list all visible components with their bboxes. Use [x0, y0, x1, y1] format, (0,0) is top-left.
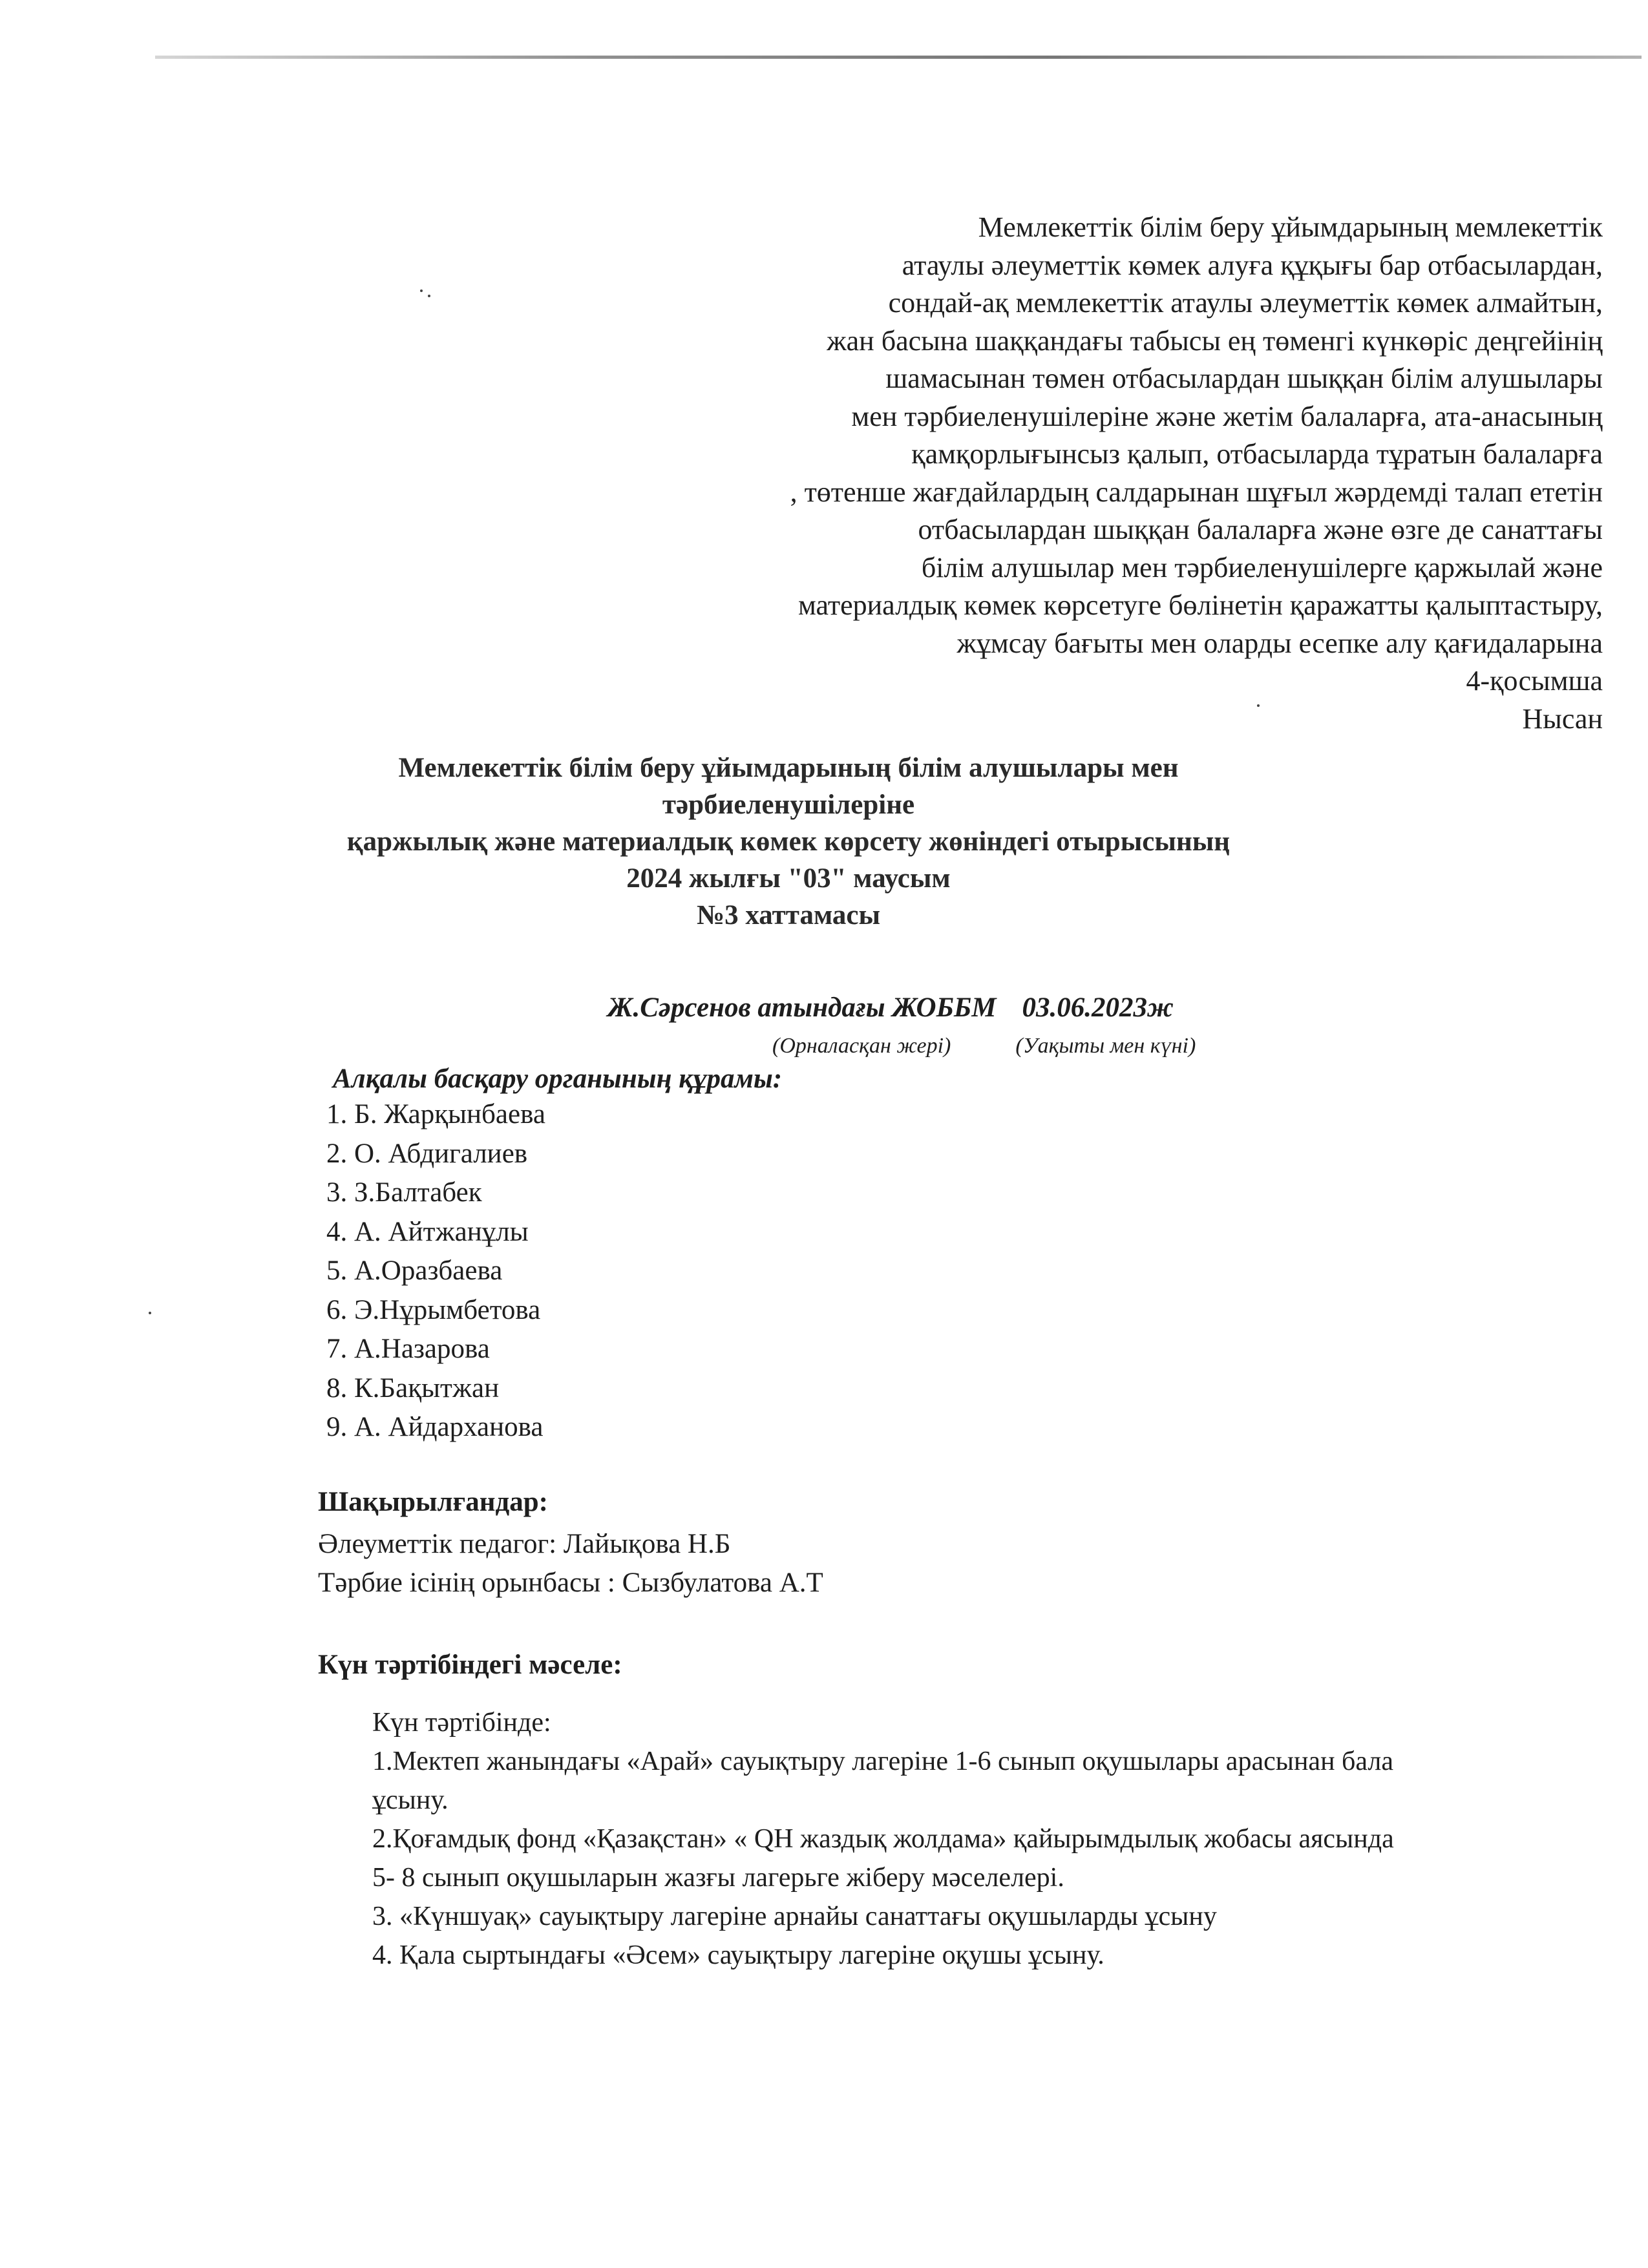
- header-line: мен тәрбиеленушілеріне және жетім балаларға, ата-анасының: [851, 400, 1603, 432]
- invited-item: Тәрбие ісінің орынбасы : Сызбулатова А.Т: [318, 1568, 823, 1598]
- list-item: 2. О. Абдигалиев: [326, 1138, 528, 1169]
- header-line: , төтенше жағдайлардың салдарынан шұғыл жәрдемді талап ететін: [790, 476, 1603, 508]
- agenda-line: 1.Мектеп жанындағы «Арай» сауықтыру лагеріне 1-6 сынып оқушылары арасынан бала: [372, 1747, 1394, 1776]
- invited-item: Әлеуметтік педагог: Лайықова Н.Б: [318, 1529, 731, 1559]
- header-line: отбасылардан шыққан балаларға және өзге де санаттағы: [918, 514, 1603, 545]
- header-line: жұмсау бағыты мен оларды есепке алу қағидаларына: [956, 627, 1603, 659]
- invited-heading: Шақырылғандар:: [318, 1487, 548, 1517]
- place-date-captions: [772, 1034, 1196, 1058]
- header-line: сондай-ақ мемлекеттік атаулы әлеуметтік көмек алмайтын,: [888, 287, 1603, 319]
- header-line: жан басына шаққандағы табысы ең төменгі күнкөріс деңгейінің: [827, 324, 1603, 357]
- place-caption: (Орналасқан жері): [772, 1034, 951, 1058]
- list-item: 7. А.Назарова: [326, 1334, 490, 1364]
- list-item: 8. К.Бақытжан: [326, 1372, 500, 1403]
- agenda-line: 2.Қоғамдық фонд «Қазақстан» « QH жаздық жолдама» қайырымдылық жобасы аясында: [372, 1824, 1394, 1854]
- title-line: Мемлекеттік білім беру ұйымдарының білім алушылары мен тәрбиеленушілеріне: [398, 753, 1179, 820]
- board-heading: Алқалы басқару органының құрамы:: [333, 1064, 783, 1094]
- meeting-place-date: [607, 992, 1174, 1024]
- regulation-header: [569, 209, 1603, 738]
- scan-speck: [420, 289, 423, 292]
- document-title: [310, 750, 1267, 934]
- title-date: 2024 жылғы "03" маусым: [626, 863, 951, 894]
- protocol-number: №3 хаттамасы: [696, 900, 881, 930]
- agenda-line: 4. Қала сыртындағы «Әсем» сауықтыру лагеріне оқушы ұсыну.: [372, 1940, 1104, 1970]
- list-item: 3. З.Балтабек: [326, 1177, 482, 1208]
- scan-edge-line: [155, 56, 1642, 59]
- meeting-date: 03.06.2023ж: [1022, 992, 1174, 1023]
- header-line: материалдық көмек көрсетуге бөлінетін қаражатты қалыптастыру,: [798, 589, 1603, 621]
- scan-speck: [428, 295, 430, 297]
- date-caption: (Уақыты мен күні): [1015, 1034, 1196, 1058]
- list-item: 6. Э.Нұрымбетова: [326, 1294, 541, 1325]
- form-label: Нысан: [1522, 702, 1603, 735]
- header-line: білім алушылар мен тәрбиеленушілерге қаржылай және: [921, 551, 1603, 583]
- header-line: шамасынан төмен отбасылардан шыққан білім алушылары: [885, 362, 1603, 394]
- header-line: атаулы әлеуметтік көмек алуға құқығы бар отбасылардан,: [902, 249, 1603, 281]
- title-line: қаржылық және материалдық көмек көрсету жөніндегі отырысының: [346, 826, 1231, 857]
- list-item: 4. А. Айтжанұлы: [326, 1216, 529, 1247]
- board-member-list: [326, 1095, 545, 1447]
- list-item: 1. Б. Жарқынбаева: [326, 1099, 545, 1129]
- list-item: 9. А. Айдарханова: [326, 1412, 544, 1442]
- invited-list: [318, 1525, 823, 1602]
- agenda-intro: Күн тәртібінде:: [372, 1708, 551, 1738]
- scan-speck: [149, 1312, 151, 1314]
- list-item: 5. А.Оразбаева: [326, 1255, 503, 1286]
- agenda-line: 5- 8 сынып оқушыларын жазғы лагерьге жіберу мәселелері.: [372, 1863, 1064, 1893]
- agenda-heading: Күн тәртібіндегі мәселе:: [318, 1650, 622, 1680]
- header-line: қамқорлығынсыз қалып, отбасыларда тұратын балаларға: [911, 438, 1603, 470]
- agenda-line: 3. «Күншуақ» сауықтыру лагеріне арнайы санаттағы оқушыларды ұсыну: [372, 1902, 1217, 1931]
- header-line: Мемлекеттік білім беру ұйымдарының мемлекеттік: [978, 211, 1603, 243]
- appendix-number: 4-қосымша: [1466, 665, 1603, 697]
- meeting-place: Ж.Сәрсенов атындағы ЖОББМ: [607, 992, 997, 1023]
- agenda-list: [372, 1703, 1600, 1975]
- agenda-line: ұсыну.: [372, 1785, 449, 1815]
